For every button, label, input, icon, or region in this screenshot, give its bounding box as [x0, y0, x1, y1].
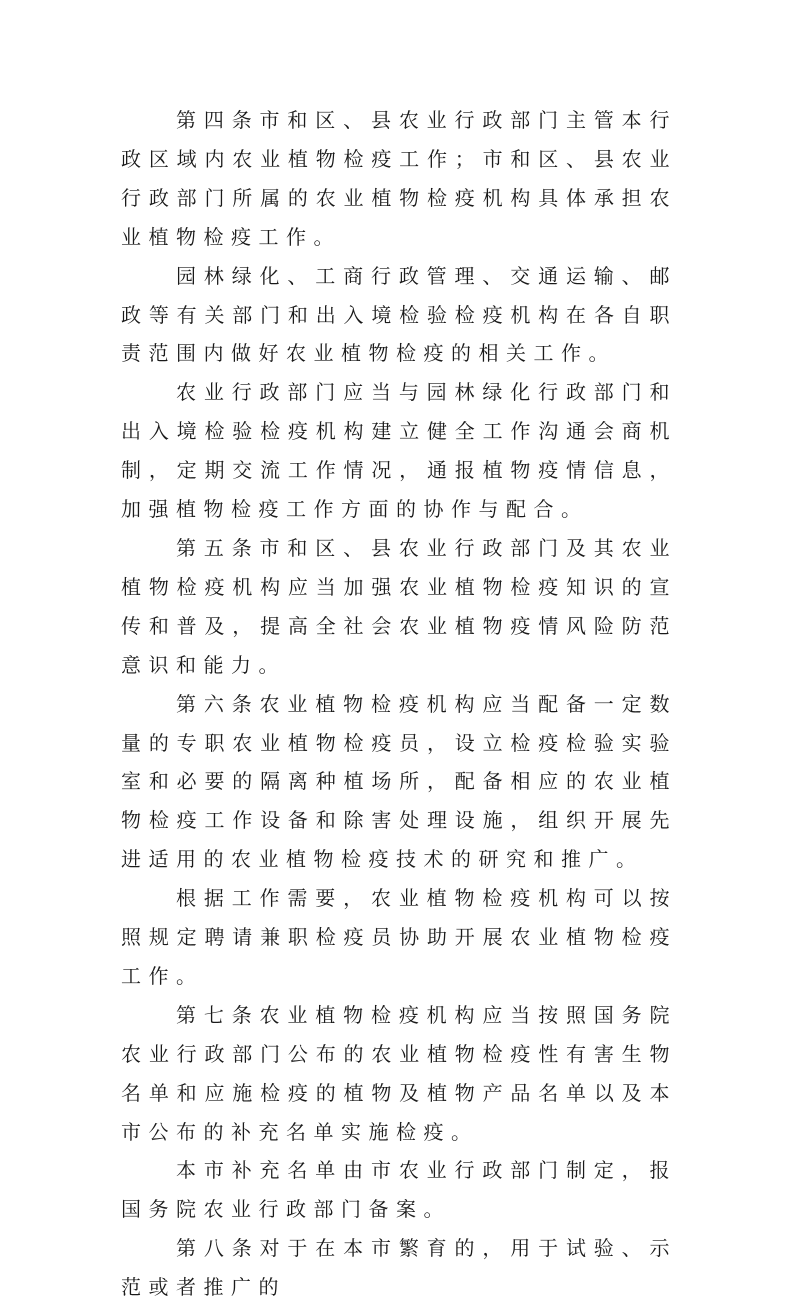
paragraph-supplementary-list: 本市补充名单由市农业行政部门制定，报国务院农业行政部门备案。: [121, 1158, 677, 1222]
paragraph-part-time-inspectors: 根据工作需要，农业植物检疫机构可以按照规定聘请兼职检疫员协助开展农业植物检疫工作。: [121, 886, 677, 988]
paragraph-article-4: 第四条市和区、县农业行政部门主管本行政区域内农业植物检疫工作；市和区、县农业行政部门所属的农业植物检疫机构具体承担农业植物检疫工作。: [121, 108, 677, 249]
paragraph-coordination-mechanism: 农业行政部门应当与园林绿化行政部门和出入境检验检疫机构建立健全工作沟通会商机制，定期交流工作情况，通报植物疫情信息，加强植物检疫工作方面的协作与配合。: [121, 380, 677, 522]
document-page: [121, 101, 677, 1307]
paragraph-related-departments: 园林绿化、工商行政管理、交通运输、邮政等有关部门和出入境检验检疫机构在各自职责范围内做好农业植物检疫的相关工作。: [121, 263, 677, 366]
paragraph-article-7: 第七条农业植物检疫机构应当按照国务院农业行政部门公布的农业植物检疫性有害生物名单和应施检疫的植物及植物产品名单以及本市公布的补充名单实施检疫。: [121, 1002, 677, 1144]
paragraph-article-5: 第五条市和区、县农业行政部门及其农业植物检疫机构应当加强农业植物检疫知识的宣传和普及，提高全社会农业植物疫情风险防范意识和能力。: [121, 535, 677, 677]
paragraph-article-6: 第六条农业植物检疫机构应当配备一定数量的专职农业植物检疫员，设立检疫检验实验室和必要的隔离种植场所，配备相应的农业植物检疫工作设备和除害处理设施，组织开展先进适用的农业植物检疫技术的研究和推广。: [121, 691, 677, 872]
paragraph-article-8: 第八条对于在本市繁育的，用于试验、示范或者推广的: [121, 1236, 677, 1300]
